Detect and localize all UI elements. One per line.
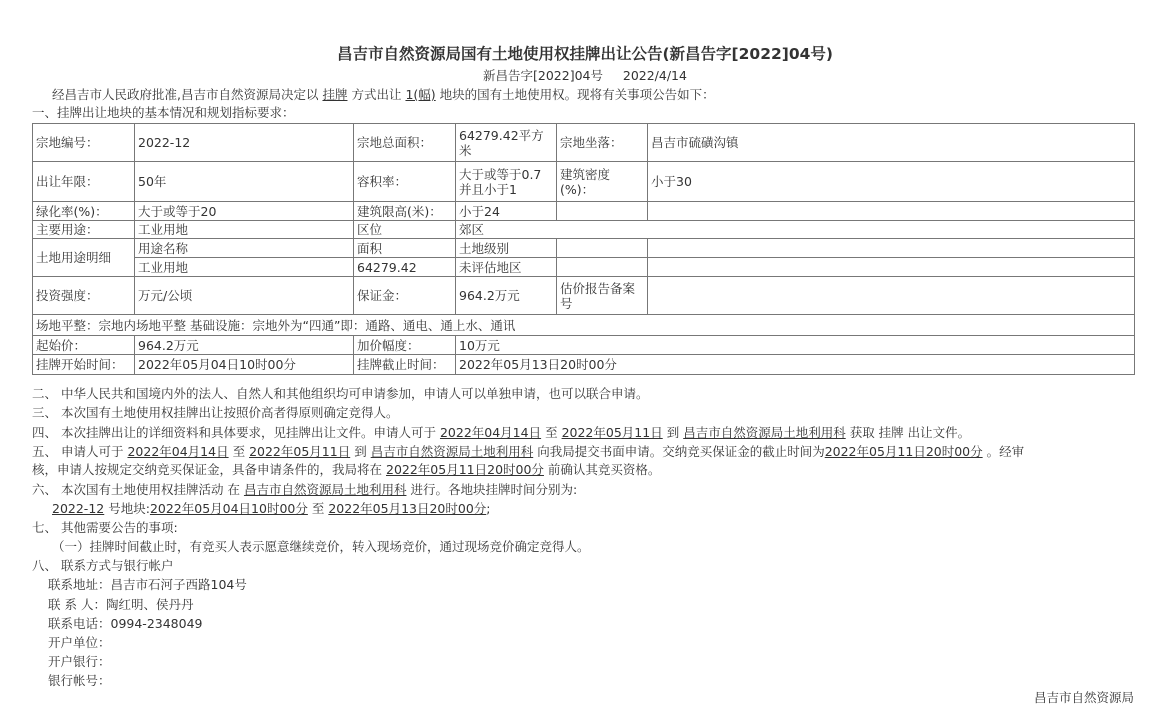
contact-phone: 联系电话：0994-2348049 (48, 616, 203, 631)
intro-text: 方式出让 (351, 87, 402, 102)
location-value: 昌吉市硫磺沟镇 (648, 124, 1135, 162)
table-row (33, 355, 1135, 375)
investment-intensity-label: 投资强度： (33, 277, 135, 315)
deposit-value: 964.2万元 (456, 277, 557, 315)
empty-cell (648, 239, 1135, 258)
section-7: 七、 其他需要公告的事项: (32, 520, 178, 535)
listing-start-label: 挂牌开始时间： (33, 355, 135, 375)
main-use-label: 主要用途： (33, 221, 135, 239)
transfer-method: 挂牌 (322, 87, 348, 102)
listing-end-value: 2022年05月13日20时00分 (456, 355, 1135, 375)
site-conditions: 场地平整：宗地内场地平整 基础设施：宗地外为“四通”即：通路、通电、通上水、通讯 (33, 315, 1135, 336)
total-area-label: 宗地总面积： (354, 124, 456, 162)
section-2: 二、 中华人民共和国境内外的法人、自然人和其他组织均可申请参加，申请人可以单独申请，也可以联合申请。 (32, 386, 649, 401)
contact-person: 联 系 人：陶红明、侯丹丹 (48, 597, 194, 612)
starting-price-value: 964.2万元 (135, 336, 354, 355)
bank-account: 银行帐号： (48, 673, 111, 688)
main-use-value: 工业用地 (135, 221, 354, 239)
land-grade-value: 未评估地区 (456, 258, 557, 277)
investment-intensity-value: 万元/公顷 (135, 277, 354, 315)
org-name: 昌吉市自然资源局土地利用科 (243, 482, 407, 497)
height-limit-value: 小于24 (456, 202, 557, 221)
section-text: 向我局提交书面申请。交纳竞买保证金的截止时间为 (537, 444, 825, 459)
issuer-signature: 昌吉市自然资源局 (1033, 690, 1134, 705)
section-text: 。经审 (986, 444, 1025, 459)
parcel-info-table (32, 123, 1135, 375)
org-name: 昌吉市自然资源局土地利用科 (370, 444, 534, 459)
section-6-schedule (52, 500, 491, 518)
use-name-value: 工业用地 (135, 258, 354, 277)
increment-label: 加价幅度： (354, 336, 456, 355)
area-header: 面积 (354, 239, 456, 258)
section-text: 至 (311, 501, 325, 516)
table-row (33, 258, 1135, 277)
section-text: 前确认其竞买资格。 (547, 462, 661, 477)
bank-name: 开户银行： (48, 654, 111, 669)
empty-cell (648, 258, 1135, 277)
table-row (33, 336, 1135, 355)
zone-value: 郊区 (456, 221, 1135, 239)
empty-cell (557, 202, 648, 221)
table-row (33, 315, 1135, 336)
table-row (33, 221, 1135, 239)
section-6 (32, 481, 577, 499)
section-text: 五、 申请人可于 (32, 444, 124, 459)
empty-cell (648, 202, 1135, 221)
intro-text: 经昌吉市人民政府批准,昌吉市自然资源局决定以 (52, 87, 319, 102)
doc-date: 2022/4/14 (622, 68, 687, 83)
increment-value: 10万元 (456, 336, 1135, 355)
deposit-label: 保证金： (354, 277, 456, 315)
date-text: 2022年05月11日20时00分 (386, 462, 544, 477)
section-text: 获取 挂牌 出让文件。 (849, 425, 971, 440)
term-label: 出让年限： (33, 162, 135, 202)
section-1-heading: 一、挂牌出让地块的基本情况和规划指标要求： (32, 105, 295, 120)
page-title: 昌吉市自然资源局国有土地使用权挂牌出让公告(新昌告字[2022]04号) (336, 45, 834, 63)
term-value: 50年 (135, 162, 354, 202)
location-label: 宗地坐落： (557, 124, 648, 162)
date-text: 2022年04月14日 (127, 444, 229, 459)
date-text: 2022年05月04日10时00分 (149, 501, 308, 516)
building-density-value: 小于30 (648, 162, 1135, 202)
section-text: 核，申请人按规定交纳竞买保证金，具备申请条件的，我局将在 (32, 462, 383, 477)
section-5 (32, 443, 1024, 461)
section-7-item-1: （一）挂牌时间截止时，有竞买人表示愿意继续竞价，转入现场竞价，通过现场竞价确定竞得人。 (52, 539, 590, 554)
section-text: 到 (666, 425, 680, 440)
section-text: ; (486, 501, 491, 516)
doc-number: 新昌告字[2022]04号 (483, 68, 603, 83)
starting-price-label: 起始价： (33, 336, 135, 355)
date-text: 2022年05月11日 (561, 425, 663, 440)
empty-cell (557, 239, 648, 258)
section-text: 四、 本次挂牌出让的详细资料和具体要求，见挂牌出让文件。申请人可于 (32, 425, 436, 440)
green-rate-label: 绿化率(%)： (33, 202, 135, 221)
table-row (33, 202, 1135, 221)
table-row (33, 162, 1135, 202)
section-5-cont (32, 461, 660, 479)
section-text: 号地块: (108, 501, 150, 516)
section-3: 三、 本次国有土地使用权挂牌出让按照价高者得原则确定竞得人。 (32, 405, 399, 420)
height-limit-label: 建筑限高(米)： (354, 202, 456, 221)
area-value: 64279.42 (354, 258, 456, 277)
section-text: 到 (354, 444, 367, 459)
section-text: 进行。各地块挂牌时间分别为: (410, 482, 578, 497)
org-name: 昌吉市自然资源局土地利用科 (683, 425, 846, 440)
bank-unit: 开户单位： (48, 635, 111, 650)
date-text: 2022年04月14日 (439, 425, 542, 440)
date-text: 2022年05月11日20时00分 (824, 444, 983, 459)
empty-cell (557, 258, 648, 277)
listing-end-label: 挂牌截止时间： (354, 355, 456, 375)
plot-ratio-value: 大于或等于0.7并且小于1 (456, 162, 557, 202)
intro-text: 地块的国有土地使用权。现将有关事项公告如下： (439, 87, 715, 102)
section-4 (32, 424, 970, 442)
date-text: 2022年05月11日 (249, 444, 351, 459)
doc-number-date (0, 66, 1170, 84)
listing-start-value: 2022年05月04日10时00分 (135, 355, 354, 375)
section-text: 至 (545, 425, 558, 440)
table-row (33, 124, 1135, 162)
parcel-id-value: 2022-12 (135, 124, 354, 162)
building-density-label: 建筑密度(%)： (557, 162, 648, 202)
land-grade-header: 土地级别 (456, 239, 557, 258)
plot-ratio-label: 容积率： (354, 162, 456, 202)
green-rate-value: 大于或等于20 (135, 202, 354, 221)
intro-paragraph (52, 86, 715, 104)
appraisal-report-value (648, 277, 1135, 315)
table-row (33, 239, 1135, 258)
table-row (33, 277, 1135, 315)
land-use-detail-label: 土地用途明细 (33, 239, 135, 277)
parcel-count: 1(幅) (405, 87, 436, 102)
total-area-value: 64279.42平方米 (456, 124, 557, 162)
contact-address: 联系地址：昌吉市石河子西路104号 (48, 577, 247, 592)
parcel-id-label: 宗地编号： (33, 124, 135, 162)
section-8: 八、 联系方式与银行帐户 (32, 558, 174, 573)
section-text: 至 (232, 444, 246, 459)
use-name-header: 用途名称 (135, 239, 354, 258)
appraisal-report-label: 估价报告备案号 (557, 277, 648, 315)
section-text: 六、 本次国有土地使用权挂牌活动 在 (32, 482, 240, 497)
parcel-id: 2022-12 (52, 501, 105, 516)
zone-label: 区位 (354, 221, 456, 239)
date-text: 2022年05月13日20时00分 (328, 501, 487, 516)
